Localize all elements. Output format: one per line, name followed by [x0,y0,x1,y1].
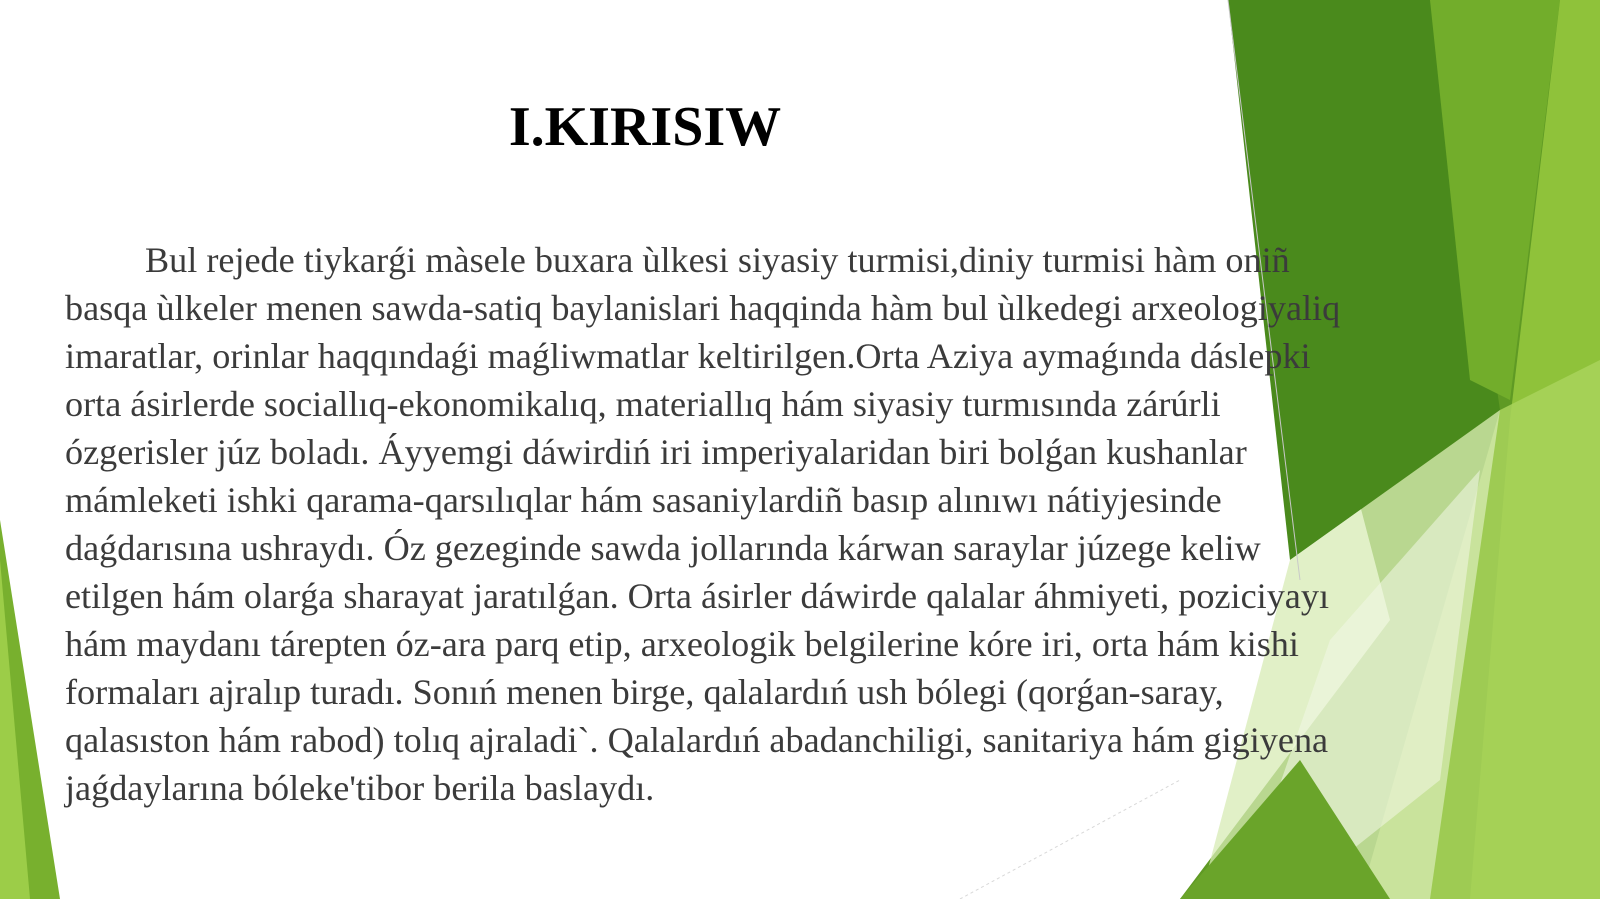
paragraph-line: formaları ajralıp turadı. Sonıń menen birge, qalalardıń ush bólegi (qorǵan-saray, [65,672,1224,712]
paragraph-line: qalasıston hám rabod) tolıq ajraladi`. Qalalardıń abadanchiligi, sanitariya hám gigiyena [65,720,1329,760]
paragraph-line: jaǵdaylarına bóleke'tibor berila baslaydı. [65,768,655,808]
paragraph-line: Bul rejede tiykarǵi màsele buxara ùlkesi siyasiy turmisi,diniy turmisi hàm oniñ [145,240,1290,280]
paragraph-line: hám maydanı tárepten óz-ara parq etip, arxeologik belgilerine kóre iri, orta hám kishi [65,624,1299,664]
paragraph-line: basqa ùlkeler menen sawda-satiq baylanislari haqqinda hàm bul ùlkedegi arxeologiyaliq [65,288,1341,328]
paragraph-line: etilgen hám olarǵa sharayat jaratılǵan. Orta ásirler dáwirde qalalar áhmiyeti, poziciyayı [65,576,1330,616]
paragraph-line: ózgerisler júz boladı. Áyyemgi dáwirdiń iri imperiyalaridan biri bolǵan kushanlar [65,432,1247,472]
paragraph-line: imaratlar, orinlar haqqındaǵi maǵliwmatlar keltirilgen.Orta Aziya aymaǵında dáslepki [65,336,1311,376]
body-paragraph [65,236,1485,812]
slide-title: I.KIRISIW [508,96,782,158]
paragraph-line: daǵdarısına ushraydı. Óz gezeginde sawda jollarında kárwan saraylar júzege keliw [65,528,1261,568]
paragraph-line: mámleketi ishki qarama-qarsılıqlar hám sasaniylardiñ basıp alınıwı nátiyjesinde [65,480,1222,520]
paragraph-line: orta ásirlerde sociallıq-ekonomikalıq, materiallıq hám siyasiy turmısında zárúrli [65,384,1221,424]
